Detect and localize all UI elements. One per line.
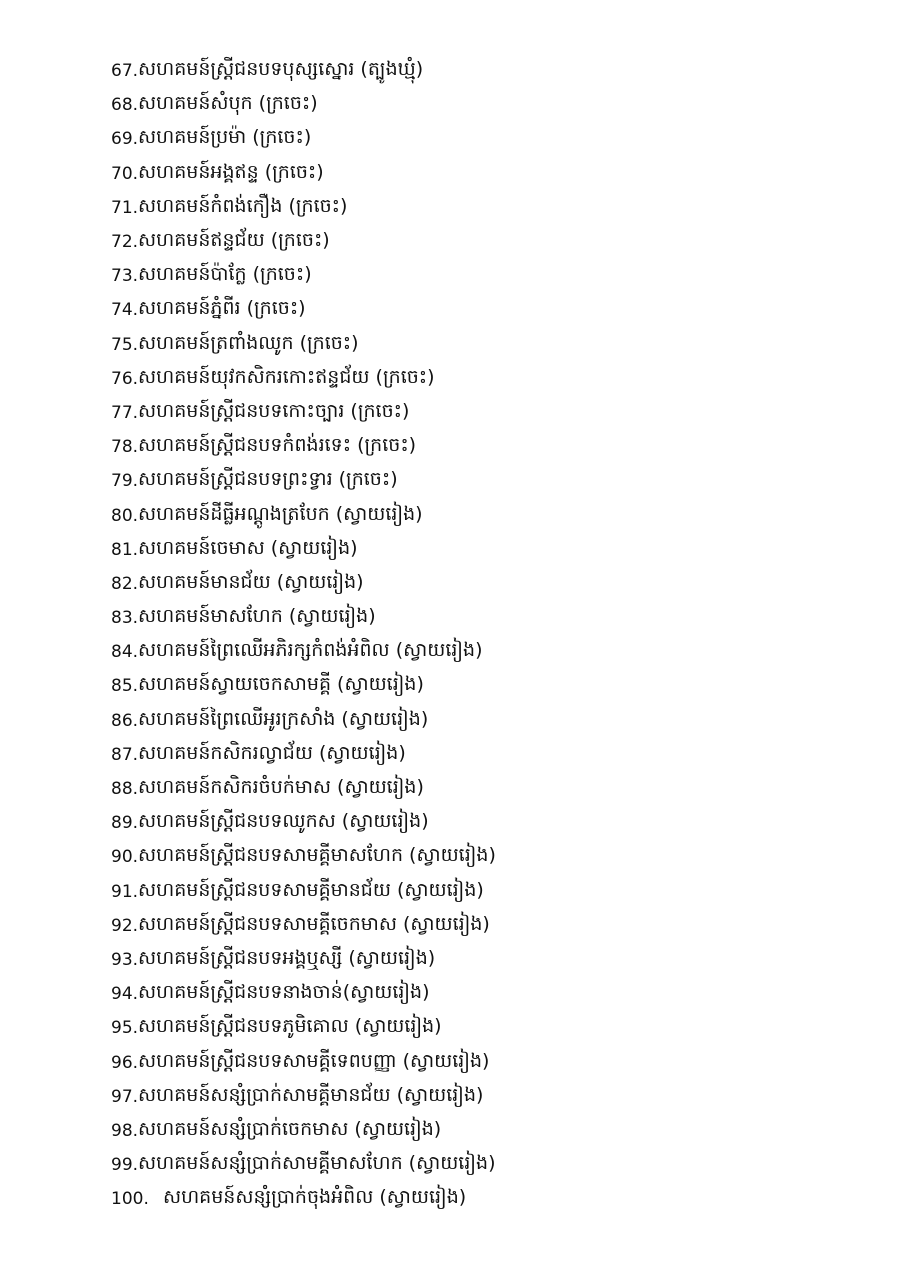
list-item (111, 430, 496, 464)
list-item (111, 567, 496, 601)
item-number: 84. (111, 642, 139, 663)
item-number: 85. (111, 676, 139, 697)
list-item (111, 1114, 496, 1148)
item-number: 98. (111, 1120, 139, 1141)
item-text: សហគមន៍ប្រម៉ា (ក្រចេះ) (138, 126, 312, 149)
list-item (111, 1148, 496, 1182)
item-text: សហគមន៍កសិករល្វាជ័យ (ស្វាយរៀង) (138, 741, 406, 764)
list-item (111, 772, 496, 806)
list-item (111, 362, 496, 396)
item-text: សហគមន៍ប៉ាក្លែ (ក្រចេះ) (138, 263, 312, 286)
list-item (111, 1045, 496, 1079)
item-text: សហគមន៍សន្សំប្រាក់សាមគ្គីមាសហែក (ស្វាយរៀង) (138, 1152, 496, 1175)
list-item (111, 157, 496, 191)
list-item (111, 943, 496, 977)
item-text: សហគមន៍ព្រៃឈើអភិរក្សកំពង់អំពិល (ស្វាយរៀង) (138, 639, 483, 662)
item-number: 97. (111, 1086, 139, 1107)
list-item (111, 875, 496, 909)
item-number: 75. (111, 334, 139, 355)
list-item (111, 293, 496, 327)
list-item (111, 225, 496, 259)
list-item (111, 191, 496, 225)
item-text: សហគមន៍ស្ត្រីជនបទព្រះទ្វារ (ក្រចេះ) (138, 468, 398, 491)
community-list (111, 54, 496, 1216)
list-item (111, 533, 496, 567)
item-number: 80. (111, 505, 139, 526)
item-number: 88. (111, 779, 139, 800)
item-text: សហគមន៍ស្ត្រីជនបទសាមគ្គីមាសហែក (ស្វាយរៀង) (138, 844, 496, 867)
item-number: 90. (111, 847, 139, 868)
list-item (111, 977, 496, 1011)
item-number: 76. (111, 368, 139, 389)
item-number: 92. (111, 915, 139, 936)
list-item (111, 1080, 496, 1114)
item-number: 67. (111, 61, 139, 82)
item-text: សហគមន៍ព្រៃឈើអូរក្រសាំង (ស្វាយរៀង) (138, 707, 429, 730)
list-item (111, 1011, 496, 1045)
item-text: សហគមន៍ស្ត្រីជនបទនាងចាន់(ស្វាយរៀង) (138, 981, 430, 1004)
list-item (111, 122, 496, 156)
list-item (111, 464, 496, 498)
item-text: សហគមន៍ចេមាស (ស្វាយរៀង) (138, 536, 358, 559)
item-text: សហគមន៍ស្ត្រីជនបទកំពង់រទេះ (ក្រចេះ) (138, 434, 417, 457)
item-text: សហគមន៍សំបុក (ក្រចេះ) (138, 92, 318, 115)
list-item (111, 328, 496, 362)
item-number: 82. (111, 573, 139, 594)
item-number: 73. (111, 266, 139, 287)
item-number: 95. (111, 1018, 139, 1039)
item-number: 77. (111, 402, 139, 423)
item-number: 100. (111, 1189, 149, 1210)
item-number: 81. (111, 539, 139, 560)
list-item (111, 1182, 496, 1216)
item-text: សហគមន៍មាសហែក (ស្វាយរៀង) (138, 605, 376, 628)
item-text: សហគមន៍ស្ត្រីជនបទកោះច្បារ (ក្រចេះ) (138, 399, 410, 422)
item-text: សហគមន៍ស្ត្រីជនបទសាមគ្គីទេពបញ្ញា (ស្វាយរៀង) (138, 1049, 490, 1072)
item-text: សហគមន៍កំពង់កឿង (ក្រចេះ) (138, 194, 348, 217)
item-text: សហគមន៍ស្វាយចេកសាមគ្គី (ស្វាយរៀង) (138, 673, 424, 696)
item-text: សហគមន៍សន្សំប្រាក់ចេកមាស (ស្វាយរៀង) (138, 1117, 442, 1140)
item-text: សហគមន៍ត្រពាំងឈូក (ក្រចេះ) (138, 331, 359, 354)
item-text: សហគមន៍ស្ត្រីជនបទសាមគ្គីមានជ័យ (ស្វាយរៀង) (138, 878, 484, 901)
item-number: 89. (111, 813, 139, 834)
item-number: 94. (111, 984, 139, 1005)
item-number: 79. (111, 471, 139, 492)
item-number: 69. (111, 129, 139, 150)
item-number: 86. (111, 710, 139, 731)
item-number: 87. (111, 744, 139, 765)
list-item (111, 738, 496, 772)
item-number: 68. (111, 95, 139, 116)
item-number: 83. (111, 608, 139, 629)
item-number: 91. (111, 881, 139, 902)
list-item (111, 88, 496, 122)
item-text: សហគមន៍យុវកសិករកោះឥន្ទជ័យ (ក្រចេះ) (138, 365, 435, 388)
item-number: 93. (111, 949, 139, 970)
item-text: សហគមន៍ស្ត្រីជនបទឈូកស (ស្វាយរៀង) (138, 810, 429, 833)
list-item (111, 806, 496, 840)
list-item (111, 840, 496, 874)
item-text: សហគមន៍ស្ត្រីជនបទសាមគ្គីចេកមាស (ស្វាយរៀង) (138, 912, 490, 935)
list-item (111, 635, 496, 669)
item-text: សហគមន៍អង្គឥន្ទ (ក្រចេះ) (138, 160, 324, 183)
item-number: 74. (111, 300, 139, 321)
item-text: សហគមន៍សន្សំប្រាក់ចុងអំពិល (ស្វាយរៀង) (163, 1186, 467, 1209)
item-text: សហគមន៍ស្ត្រីជនបទបុស្សស្នោរ (ត្បូងឃ្មុំ) (138, 58, 424, 81)
item-number: 99. (111, 1155, 139, 1176)
list-item (111, 669, 496, 703)
list-item (111, 54, 496, 88)
item-text: សហគមន៍ឥន្ទជ័យ (ក្រចេះ) (138, 229, 330, 252)
list-item (111, 498, 496, 532)
item-text: សហគមន៍ភ្នំពីរ (ក្រចេះ) (138, 297, 306, 320)
item-text: សហគមន៍ស្ត្រីជនបទអង្គឬស្សី (ស្វាយរៀង) (138, 946, 436, 969)
item-text: សហគមន៍មានជ័យ (ស្វាយរៀង) (138, 570, 364, 593)
item-number: 96. (111, 1052, 139, 1073)
item-number: 71. (111, 197, 139, 218)
item-text: សហគមន៍សន្សំប្រាក់សាមគ្គីមានជ័យ (ស្វាយរៀង) (138, 1083, 484, 1106)
item-text: សហគមន៍ដីធ្លីអណ្ដូងត្របែក (ស្វាយរៀង) (138, 502, 423, 525)
item-number: 78. (111, 437, 139, 458)
list-item (111, 601, 496, 635)
list-item (111, 704, 496, 738)
item-number: 72. (111, 232, 139, 253)
list-item (111, 259, 496, 293)
item-text: សហគមន៍ស្ត្រីជនបទភូមិគោល (ស្វាយរៀង) (138, 1015, 442, 1038)
item-number: 70. (111, 163, 139, 184)
list-item (111, 396, 496, 430)
list-item (111, 909, 496, 943)
item-text: សហគមន៍កសិករចំបក់មាស (ស្វាយរៀង) (138, 776, 424, 799)
